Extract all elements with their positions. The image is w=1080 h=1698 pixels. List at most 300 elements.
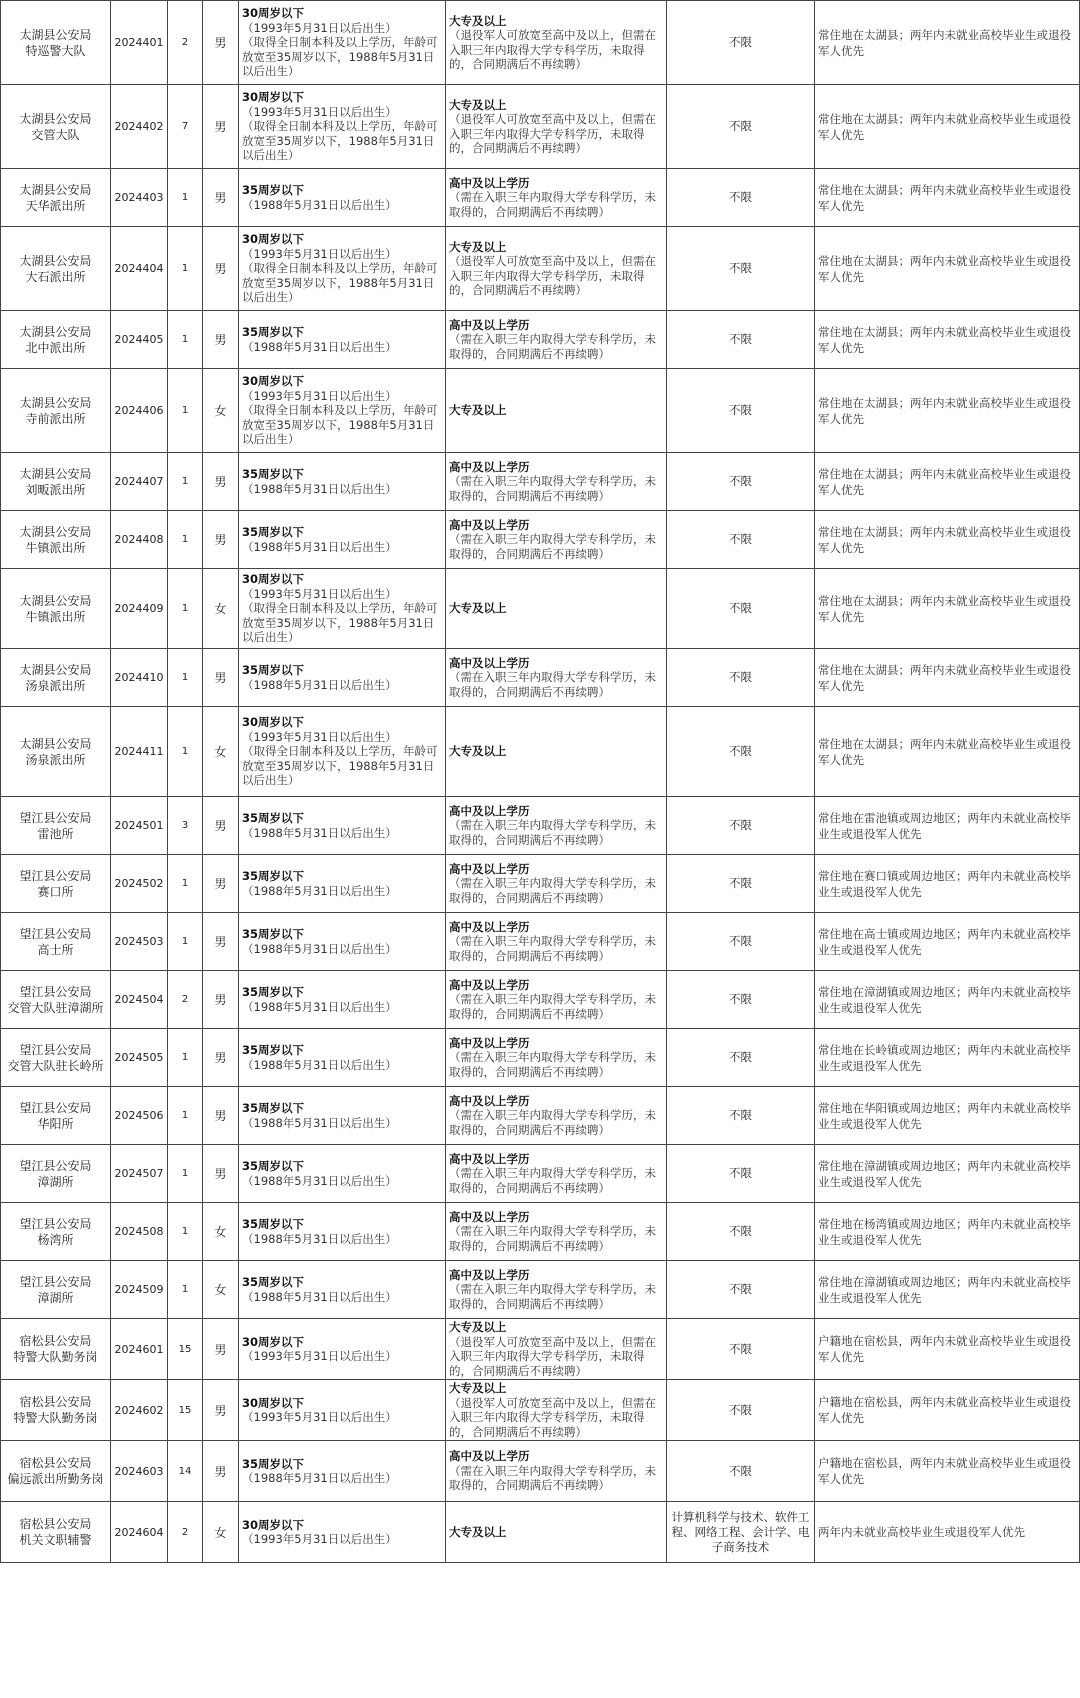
gender: 女 xyxy=(203,1261,239,1319)
age-note: （1988年5月31日以后出生） xyxy=(242,539,397,554)
education-requirement xyxy=(446,913,667,971)
unit-cell xyxy=(1,913,111,971)
major-requirement: 不限 xyxy=(667,511,815,569)
age-note: （1993年5月31日以后出生） xyxy=(242,388,397,403)
age-note: （1993年5月31日以后出生） xyxy=(242,1349,397,1363)
unit-name-line: 宿松县公安局 xyxy=(19,1456,92,1470)
unit-cell xyxy=(1,85,111,169)
education-level: 大专及以上 xyxy=(449,1320,507,1334)
age-note: （1993年5月31日以后出生） xyxy=(242,20,397,35)
age-note: （1988年5月31日以后出生） xyxy=(242,825,397,840)
headcount: 3 xyxy=(168,797,203,855)
education-level: 高中及以上学历 xyxy=(449,459,530,474)
education-level: 高中及以上学历 xyxy=(449,1151,530,1166)
unit-name-line: 赛口所 xyxy=(37,884,74,899)
position-code: 2024508 xyxy=(111,1203,168,1261)
age-requirement xyxy=(239,1203,446,1261)
age-limit: 35周岁以下 xyxy=(242,1275,305,1289)
headcount: 1 xyxy=(168,227,203,311)
unit-name-line: 宿松县公安局 xyxy=(19,1517,92,1531)
position-code: 2024410 xyxy=(111,649,168,707)
other-conditions: 常住地在高士镇或周边地区；两年内未就业高校毕业生或退役军人优先 xyxy=(815,913,1080,971)
education-note: （需在入职三年内取得大学专科学历，未取得的，合同期满后不再续聘） xyxy=(449,992,656,1021)
age-requirement xyxy=(239,971,446,1029)
other-conditions: 常住地在太湖县；两年内未就业高校毕业生或退役军人优先 xyxy=(815,1,1080,85)
unit-cell xyxy=(1,311,111,369)
age-note: （1988年5月31日以后出生） xyxy=(242,1289,397,1304)
unit-cell xyxy=(1,1502,111,1563)
other-conditions: 常住地在太湖县；两年内未就业高校毕业生或退役军人优先 xyxy=(815,169,1080,227)
unit-name-line: 太湖县公安局 xyxy=(19,593,92,608)
unit-name-line: 太湖县公安局 xyxy=(19,736,92,751)
major-requirement: 不限 xyxy=(667,227,815,311)
gender: 男 xyxy=(203,1441,239,1502)
education-note: （需在入职三年内取得大学专科学历，未取得的，合同期满后不再续聘） xyxy=(449,1463,656,1493)
age-requirement xyxy=(239,311,446,369)
headcount: 1 xyxy=(168,649,203,707)
unit-cell xyxy=(1,1441,111,1502)
table-row xyxy=(1,1319,1080,1380)
age-requirement xyxy=(239,1441,446,1502)
age-limit: 35周岁以下 xyxy=(242,525,305,539)
gender: 男 xyxy=(203,1029,239,1087)
age-note: （取得全日制本科及以上学历，年龄可放宽至35周岁以下，1988年5月31日以后出生） xyxy=(242,35,438,79)
education-requirement xyxy=(446,1203,667,1261)
other-conditions: 常住地在杨湾镇或周边地区；两年内未就业高校毕业生或退役军人优先 xyxy=(815,1203,1080,1261)
education-requirement xyxy=(446,971,667,1029)
education-note: （需在入职三年内取得大学专科学历，未取得的，合同期满后不再续聘） xyxy=(449,818,656,847)
age-requirement xyxy=(239,369,446,453)
major-requirement: 不限 xyxy=(667,797,815,855)
gender: 男 xyxy=(203,85,239,169)
education-requirement xyxy=(446,311,667,369)
education-note: （需在入职三年内取得大学专科学历，未取得的，合同期满后不再续聘） xyxy=(449,332,656,361)
education-level: 高中及以上学历 xyxy=(449,1267,530,1282)
table-row xyxy=(1,169,1080,227)
gender: 女 xyxy=(203,1502,239,1563)
age-limit: 30周岁以下 xyxy=(242,1334,305,1349)
other-conditions: 户籍地在宿松县，两年内未就业高校毕业生或退役军人优先 xyxy=(815,1441,1080,1502)
gender: 男 xyxy=(203,1380,239,1441)
education-requirement xyxy=(446,1145,667,1203)
unit-cell xyxy=(1,797,111,855)
gender: 男 xyxy=(203,1319,239,1380)
age-requirement xyxy=(239,169,446,227)
age-limit: 35周岁以下 xyxy=(242,1159,305,1173)
gender: 男 xyxy=(203,311,239,369)
other-conditions: 户籍地在宿松县，两年内未就业高校毕业生或退役军人优先 xyxy=(815,1380,1080,1441)
age-note: （1988年5月31日以后出生） xyxy=(242,1057,397,1072)
education-level: 大专及以上 xyxy=(449,13,507,28)
gender: 男 xyxy=(203,971,239,1029)
age-limit: 30周岁以下 xyxy=(242,6,305,21)
unit-cell xyxy=(1,649,111,707)
other-conditions: 常住地在漳湖镇或周边地区；两年内未就业高校毕业生或退役军人优先 xyxy=(815,971,1080,1029)
education-level: 高中及以上学历 xyxy=(449,1449,530,1464)
gender: 男 xyxy=(203,1087,239,1145)
other-conditions: 常住地在太湖县；两年内未就业高校毕业生或退役军人优先 xyxy=(815,453,1080,511)
age-limit: 30周岁以下 xyxy=(242,1517,305,1532)
unit-name-line: 太湖县公安局 xyxy=(19,111,92,126)
major-requirement: 不限 xyxy=(667,1261,815,1319)
education-requirement xyxy=(446,855,667,913)
age-limit: 30周岁以下 xyxy=(242,90,305,105)
age-requirement xyxy=(239,227,446,311)
unit-cell xyxy=(1,1087,111,1145)
age-requirement xyxy=(239,855,446,913)
other-conditions: 常住地在太湖县；两年内未就业高校毕业生或退役军人优先 xyxy=(815,85,1080,169)
major-requirement: 不限 xyxy=(667,1441,815,1502)
table-row xyxy=(1,1145,1080,1203)
age-requirement xyxy=(239,1145,446,1203)
education-note: （需在入职三年内取得大学专科学历，未取得的，合同期满后不再续聘） xyxy=(449,1224,656,1253)
education-level: 高中及以上学历 xyxy=(449,977,530,992)
position-code: 2024507 xyxy=(111,1145,168,1203)
other-conditions: 常住地在长岭镇或周边地区；两年内未就业高校毕业生或退役军人优先 xyxy=(815,1029,1080,1087)
age-limit: 35周岁以下 xyxy=(242,1217,305,1231)
headcount: 1 xyxy=(168,311,203,369)
unit-name-line: 特警大队勤务岗 xyxy=(13,1350,98,1364)
age-limit: 30周岁以下 xyxy=(242,1395,305,1410)
education-requirement xyxy=(446,85,667,169)
major-requirement: 不限 xyxy=(667,1380,815,1441)
headcount: 1 xyxy=(168,569,203,649)
table-body xyxy=(1,1,1080,1563)
headcount: 14 xyxy=(168,1441,203,1502)
unit-name-line: 宿松县公安局 xyxy=(19,1395,92,1409)
unit-name-line: 杨湾所 xyxy=(37,1232,74,1247)
major-requirement: 不限 xyxy=(667,913,815,971)
education-note: （退役军人可放宽至高中及以上，但需在入职三年内取得大学专科学历，未取得的，合同期满后不再续聘） xyxy=(449,1334,656,1378)
age-requirement xyxy=(239,797,446,855)
education-note: （需在入职三年内取得大学专科学历，未取得的，合同期满后不再续聘） xyxy=(449,670,656,699)
unit-cell xyxy=(1,1380,111,1441)
unit-cell xyxy=(1,169,111,227)
education-note: （需在入职三年内取得大学专科学历，未取得的，合同期满后不再续聘） xyxy=(449,1108,656,1137)
table-row xyxy=(1,569,1080,649)
education-note: （需在入职三年内取得大学专科学历，未取得的，合同期满后不再续聘） xyxy=(449,1282,656,1311)
unit-name-line: 华阳所 xyxy=(37,1116,74,1131)
age-requirement xyxy=(239,569,446,649)
unit-name-line: 望江县公安局 xyxy=(19,868,92,883)
education-level: 大专及以上 xyxy=(449,403,507,418)
major-requirement: 不限 xyxy=(667,1319,815,1380)
headcount: 1 xyxy=(168,169,203,227)
age-note: （1993年5月31日以后出生） xyxy=(242,1410,397,1424)
age-requirement xyxy=(239,1,446,85)
major-requirement: 不限 xyxy=(667,1087,815,1145)
position-code: 2024501 xyxy=(111,797,168,855)
table-row xyxy=(1,1441,1080,1502)
education-requirement xyxy=(446,1,667,85)
age-note: （1993年5月31日以后出生） xyxy=(242,1532,397,1546)
age-note: （取得全日制本科及以上学历，年龄可放宽至35周岁以下，1988年5月31日以后出生） xyxy=(242,403,438,447)
age-note: （1988年5月31日以后出生） xyxy=(242,1173,397,1188)
major-requirement: 不限 xyxy=(667,1203,815,1261)
education-level: 大专及以上 xyxy=(449,1524,507,1539)
education-level: 高中及以上学历 xyxy=(449,1093,530,1108)
unit-name-line: 汤泉派出所 xyxy=(25,752,86,767)
age-note: （1988年5月31日以后出生） xyxy=(242,999,397,1014)
headcount: 1 xyxy=(168,1029,203,1087)
unit-name-line: 特警大队勤务岗 xyxy=(13,1411,98,1425)
age-note: （取得全日制本科及以上学历，年龄可放宽至35周岁以下，1988年5月31日以后出生） xyxy=(242,601,438,645)
gender: 男 xyxy=(203,169,239,227)
unit-cell xyxy=(1,971,111,1029)
unit-cell xyxy=(1,1,111,85)
headcount: 1 xyxy=(168,913,203,971)
position-code: 2024403 xyxy=(111,169,168,227)
position-code: 2024505 xyxy=(111,1029,168,1087)
headcount: 2 xyxy=(168,1,203,85)
table-row xyxy=(1,649,1080,707)
other-conditions: 常住地在太湖县；两年内未就业高校毕业生或退役军人优先 xyxy=(815,369,1080,453)
age-requirement xyxy=(239,707,446,797)
gender: 女 xyxy=(203,569,239,649)
age-requirement xyxy=(239,85,446,169)
unit-cell xyxy=(1,453,111,511)
education-note: （需在入职三年内取得大学专科学历，未取得的，合同期满后不再续聘） xyxy=(449,532,656,561)
position-code: 2024502 xyxy=(111,855,168,913)
unit-name-line: 太湖县公安局 xyxy=(19,253,92,268)
position-code: 2024603 xyxy=(111,1441,168,1502)
age-limit: 35周岁以下 xyxy=(242,183,305,197)
education-requirement xyxy=(446,797,667,855)
age-limit: 35周岁以下 xyxy=(242,1456,305,1471)
unit-name-line: 交管大队驻漳湖所 xyxy=(7,1000,104,1015)
position-code: 2024411 xyxy=(111,707,168,797)
major-requirement: 不限 xyxy=(667,1145,815,1203)
unit-cell xyxy=(1,511,111,569)
position-code: 2024409 xyxy=(111,569,168,649)
age-note: （1988年5月31日以后出生） xyxy=(242,197,397,212)
age-requirement xyxy=(239,1502,446,1563)
headcount: 1 xyxy=(168,453,203,511)
age-requirement xyxy=(239,649,446,707)
education-level: 高中及以上学历 xyxy=(449,517,530,532)
age-limit: 35周岁以下 xyxy=(242,927,305,941)
education-requirement xyxy=(446,1502,667,1563)
age-note: （1988年5月31日以后出生） xyxy=(242,1231,397,1246)
unit-name-line: 偏远派出所勤务岗 xyxy=(7,1472,104,1486)
education-level: 高中及以上学历 xyxy=(449,803,530,818)
unit-name-line: 汤泉派出所 xyxy=(25,678,86,693)
age-note: （1988年5月31日以后出生） xyxy=(242,339,397,354)
position-code: 2024404 xyxy=(111,227,168,311)
table-row xyxy=(1,227,1080,311)
gender: 女 xyxy=(203,1203,239,1261)
major-requirement: 不限 xyxy=(667,85,815,169)
headcount: 1 xyxy=(168,369,203,453)
age-limit: 30周岁以下 xyxy=(242,374,305,389)
other-conditions: 两年内未就业高校毕业生或退役军人优先 xyxy=(815,1502,1080,1563)
age-note: （取得全日制本科及以上学历，年龄可放宽至35周岁以下，1988年5月31日以后出生） xyxy=(242,119,438,163)
age-requirement xyxy=(239,511,446,569)
headcount: 1 xyxy=(168,1203,203,1261)
major-requirement: 不限 xyxy=(667,649,815,707)
table-row xyxy=(1,453,1080,511)
education-level: 大专及以上 xyxy=(449,601,507,616)
headcount: 2 xyxy=(168,1502,203,1563)
unit-cell xyxy=(1,569,111,649)
major-requirement: 不限 xyxy=(667,855,815,913)
major-requirement: 不限 xyxy=(667,1,815,85)
other-conditions: 常住地在太湖县；两年内未就业高校毕业生或退役军人优先 xyxy=(815,311,1080,369)
position-code: 2024602 xyxy=(111,1380,168,1441)
age-requirement xyxy=(239,1380,446,1441)
gender: 男 xyxy=(203,227,239,311)
gender: 男 xyxy=(203,797,239,855)
unit-name-line: 望江县公安局 xyxy=(19,1158,92,1173)
age-limit: 30周岁以下 xyxy=(242,715,305,730)
age-requirement xyxy=(239,1319,446,1380)
education-requirement xyxy=(446,169,667,227)
other-conditions: 常住地在漳湖镇或周边地区；两年内未就业高校毕业生或退役军人优先 xyxy=(815,1261,1080,1319)
position-code: 2024503 xyxy=(111,913,168,971)
table-row xyxy=(1,707,1080,797)
position-code: 2024406 xyxy=(111,369,168,453)
table-row xyxy=(1,1380,1080,1441)
other-conditions: 常住地在太湖县；两年内未就业高校毕业生或退役军人优先 xyxy=(815,649,1080,707)
unit-name-line: 太湖县公安局 xyxy=(19,27,92,42)
age-requirement xyxy=(239,1029,446,1087)
education-level: 高中及以上学历 xyxy=(449,317,530,332)
education-level: 大专及以上 xyxy=(449,97,507,112)
headcount: 1 xyxy=(168,511,203,569)
age-note: （1993年5月31日以后出生） xyxy=(242,729,397,744)
age-note: （1988年5月31日以后出生） xyxy=(242,1115,397,1130)
table-row xyxy=(1,511,1080,569)
unit-cell xyxy=(1,855,111,913)
age-limit: 35周岁以下 xyxy=(242,811,305,825)
position-code: 2024407 xyxy=(111,453,168,511)
education-requirement xyxy=(446,707,667,797)
gender: 女 xyxy=(203,707,239,797)
unit-name-line: 特巡警大队 xyxy=(25,43,86,58)
other-conditions: 常住地在太湖县；两年内未就业高校毕业生或退役军人优先 xyxy=(815,707,1080,797)
age-requirement xyxy=(239,453,446,511)
unit-cell xyxy=(1,227,111,311)
age-note: （取得全日制本科及以上学历，年龄可放宽至35周岁以下，1988年5月31日以后出生） xyxy=(242,744,438,788)
table-row xyxy=(1,85,1080,169)
unit-name-line: 望江县公安局 xyxy=(19,1274,92,1289)
other-conditions: 常住地在赛口镇或周边地区；两年内未就业高校毕业生或退役军人优先 xyxy=(815,855,1080,913)
age-limit: 35周岁以下 xyxy=(242,1101,305,1115)
education-requirement xyxy=(446,1319,667,1380)
education-level: 大专及以上 xyxy=(449,1381,507,1395)
unit-name-line: 机关文职辅警 xyxy=(19,1533,92,1547)
table-row xyxy=(1,1,1080,85)
unit-cell xyxy=(1,707,111,797)
unit-name-line: 太湖县公安局 xyxy=(19,466,92,481)
table-row xyxy=(1,1087,1080,1145)
education-note: （需在入职三年内取得大学专科学历，未取得的，合同期满后不再续聘） xyxy=(449,876,656,905)
education-note: （退役军人可放宽至高中及以上，但需在入职三年内取得大学专科学历，未取得的，合同期满后不再续聘） xyxy=(449,112,656,155)
other-conditions: 户籍地在宿松县，两年内未就业高校毕业生或退役军人优先 xyxy=(815,1319,1080,1380)
unit-name-line: 漳湖所 xyxy=(37,1290,74,1305)
unit-name-line: 刘畈派出所 xyxy=(25,482,86,497)
education-note: （需在入职三年内取得大学专科学历，未取得的，合同期满后不再续聘） xyxy=(449,934,656,963)
major-requirement: 不限 xyxy=(667,971,815,1029)
table-row xyxy=(1,369,1080,453)
unit-name-line: 牛镇派出所 xyxy=(25,609,86,624)
education-requirement xyxy=(446,649,667,707)
education-note: （退役军人可放宽至高中及以上，但需在入职三年内取得大学专科学历，未取得的，合同期满后不再续聘） xyxy=(449,28,656,71)
age-requirement xyxy=(239,913,446,971)
table-row xyxy=(1,797,1080,855)
unit-cell xyxy=(1,1261,111,1319)
unit-name-line: 雷池所 xyxy=(37,826,74,841)
other-conditions: 常住地在漳湖镇或周边地区；两年内未就业高校毕业生或退役军人优先 xyxy=(815,1145,1080,1203)
unit-name-line: 漳湖所 xyxy=(37,1174,74,1189)
education-requirement xyxy=(446,227,667,311)
education-note: （需在入职三年内取得大学专科学历，未取得的，合同期满后不再续聘） xyxy=(449,1050,656,1079)
headcount: 1 xyxy=(168,1261,203,1319)
gender: 男 xyxy=(203,649,239,707)
education-level: 高中及以上学历 xyxy=(449,175,530,190)
major-requirement: 计算机科学与技术、软件工程、网络工程、会计学、电子商务技术 xyxy=(667,1502,815,1563)
headcount: 15 xyxy=(168,1319,203,1380)
unit-name-line: 太湖县公安局 xyxy=(19,324,92,339)
headcount: 7 xyxy=(168,85,203,169)
age-note: （1993年5月31日以后出生） xyxy=(242,104,397,119)
age-limit: 35周岁以下 xyxy=(242,325,305,339)
age-note: （1993年5月31日以后出生） xyxy=(242,586,397,601)
table-row xyxy=(1,855,1080,913)
unit-name-line: 寺前派出所 xyxy=(25,411,86,426)
other-conditions: 常住地在雷池镇或周边地区；两年内未就业高校毕业生或退役军人优先 xyxy=(815,797,1080,855)
education-level: 大专及以上 xyxy=(449,239,507,254)
position-code: 2024408 xyxy=(111,511,168,569)
unit-name-line: 望江县公安局 xyxy=(19,1042,92,1057)
unit-name-line: 牛镇派出所 xyxy=(25,540,86,555)
major-requirement: 不限 xyxy=(667,707,815,797)
table-row xyxy=(1,913,1080,971)
unit-name-line: 望江县公安局 xyxy=(19,1100,92,1115)
other-conditions: 常住地在华阳镇或周边地区；两年内未就业高校毕业生或退役军人优先 xyxy=(815,1087,1080,1145)
headcount: 1 xyxy=(168,707,203,797)
headcount: 15 xyxy=(168,1380,203,1441)
age-note: （1988年5月31日以后出生） xyxy=(242,677,397,692)
age-limit: 35周岁以下 xyxy=(242,1043,305,1057)
age-limit: 35周岁以下 xyxy=(242,869,305,883)
unit-name-line: 太湖县公安局 xyxy=(19,182,92,197)
age-limit: 35周岁以下 xyxy=(242,985,305,999)
headcount: 1 xyxy=(168,1145,203,1203)
age-note: （1988年5月31日以后出生） xyxy=(242,883,397,898)
gender: 女 xyxy=(203,369,239,453)
headcount: 1 xyxy=(168,1087,203,1145)
age-requirement xyxy=(239,1087,446,1145)
age-limit: 35周岁以下 xyxy=(242,663,305,677)
unit-name-line: 宿松县公安局 xyxy=(19,1334,92,1348)
education-level: 高中及以上学历 xyxy=(449,919,530,934)
unit-name-line: 太湖县公安局 xyxy=(19,524,92,539)
position-code: 2024604 xyxy=(111,1502,168,1563)
unit-name-line: 大石派出所 xyxy=(25,269,86,284)
position-code: 2024601 xyxy=(111,1319,168,1380)
education-note: （需在入职三年内取得大学专科学历，未取得的，合同期满后不再续聘） xyxy=(449,190,656,219)
age-note: （1988年5月31日以后出生） xyxy=(242,941,397,956)
age-note: （1988年5月31日以后出生） xyxy=(242,1471,397,1485)
education-requirement xyxy=(446,1441,667,1502)
table-row xyxy=(1,1203,1080,1261)
education-level: 高中及以上学历 xyxy=(449,1209,530,1224)
education-note: （需在入职三年内取得大学专科学历，未取得的，合同期满后不再续聘） xyxy=(449,1166,656,1195)
education-level: 高中及以上学历 xyxy=(449,655,530,670)
unit-name-line: 交管大队 xyxy=(31,127,80,142)
education-requirement xyxy=(446,511,667,569)
